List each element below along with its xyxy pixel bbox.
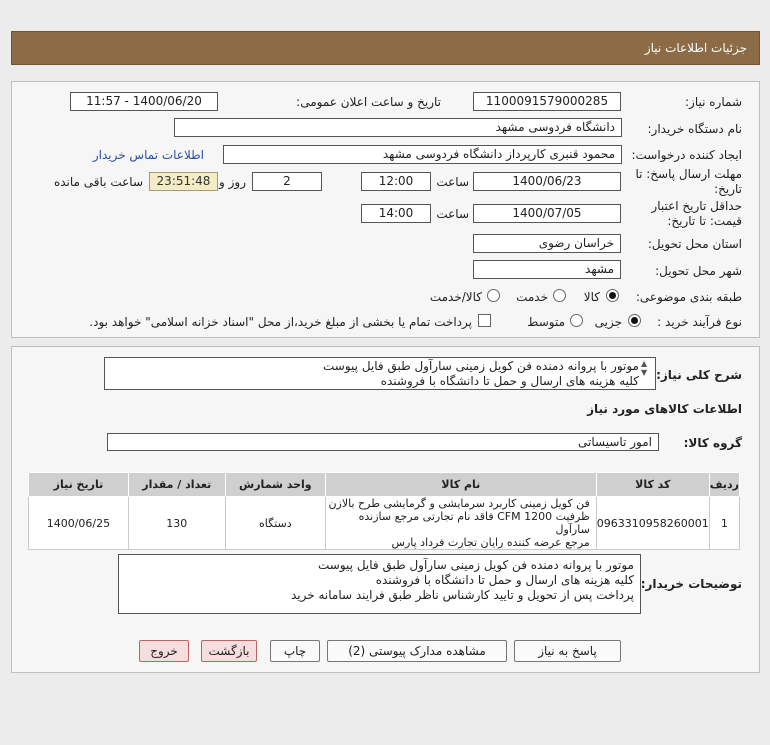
province-field: خراسان رضوی: [473, 234, 621, 253]
cell-qty: 130: [128, 497, 225, 550]
process-label: نوع فرآیند خرید :: [657, 315, 742, 329]
table-row: [29, 497, 740, 550]
category-label: طبقه بندی موضوعی:: [635, 290, 742, 304]
category-option-goods-service: کالا/خدمت: [429, 290, 482, 304]
cell-code: 0963310958260001: [596, 497, 709, 550]
cell-name: [325, 497, 596, 550]
deadline-date-field: 1400/06/23: [473, 172, 621, 191]
page-header: [11, 31, 760, 65]
col-code: کد کالا: [596, 473, 709, 497]
reply-button[interactable]: پاسخ به نیاز: [514, 640, 621, 662]
view-documents-button[interactable]: مشاهده مدارک پیوستی (2): [327, 640, 507, 662]
buyer-notes-label: توضیحات خریدار:: [640, 577, 742, 591]
deadline-label: مهلت ارسال پاسخ: تا تاریخ:: [635, 167, 742, 196]
goods-group-label: گروه کالا:: [683, 436, 742, 450]
city-label: شهر محل تحویل:: [655, 264, 742, 278]
col-row: ردیف: [709, 473, 739, 497]
cell-unit: دستگاه: [225, 497, 325, 550]
city-field: مشهد: [473, 260, 621, 279]
summary-textarea[interactable]: [104, 357, 656, 390]
remaining-time-field: 23:51:48: [149, 172, 218, 191]
treasury-payment-checkbox[interactable]: [478, 314, 491, 327]
summary-line-2: کلیه هزینه های ارسال و حمل تا دانشگاه با فروشنده: [380, 374, 639, 388]
print-button[interactable]: چاپ: [270, 640, 320, 662]
days-field: 2: [252, 172, 322, 191]
col-date: تاریخ نیاز: [29, 473, 129, 497]
province-label: استان محل تحویل:: [647, 237, 742, 251]
cell-name-line-1: فن کویل زمینی کاربرد سرمایشی و گرمایشی طرح بالازن: [328, 497, 590, 510]
buyer-label: نام دستگاه خریدار:: [647, 122, 742, 136]
col-qty: تعداد / مقدار: [128, 473, 225, 497]
process-option-medium: متوسط: [527, 315, 565, 329]
buyer-notes-line-3: پرداخت پس از تحویل و تایید کارشناس ناظر طبق فرایند سامانه خرید: [290, 588, 634, 602]
buyer-notes-textarea[interactable]: [118, 554, 641, 614]
process-radio-minor[interactable]: [628, 314, 641, 327]
goods-table: [28, 472, 740, 550]
goods-info-title: اطلاعات کالاهای مورد نیاز: [587, 402, 742, 416]
days-label: روز و: [219, 175, 246, 189]
contact-buyer-link[interactable]: اطلاعات تماس خریدار: [92, 148, 204, 162]
cell-row: 1: [709, 497, 739, 550]
summary-line-1: موتور با پروانه دمنده فن کویل زمینی سارآول طبق فایل پیوست: [323, 359, 639, 373]
process-option-minor: جزیی: [594, 315, 622, 329]
process-radio-medium[interactable]: [570, 314, 583, 327]
goods-group-field: امور تاسیساتی: [107, 433, 659, 451]
buyer-notes-line-1: موتور با پروانه دمنده فن کویل زمینی سارآول طبق فایل پیوست: [318, 558, 634, 572]
category-option-goods: کالا: [583, 290, 600, 304]
creator-label: ایجاد کننده درخواست:: [631, 148, 742, 162]
category-radio-goods-service[interactable]: [487, 289, 500, 302]
need-number-field: 1100091579000285: [473, 92, 621, 111]
category-radio-service[interactable]: [553, 289, 566, 302]
cell-name-line-2: ظرفیت CFM 1200 فاقد نام تجارتی مرجع سازنده سارآول: [358, 510, 590, 536]
category-radio-goods[interactable]: [606, 289, 619, 302]
deadline-time-field: 12:00: [361, 172, 431, 191]
category-option-service: خدمت: [516, 290, 548, 304]
page-title: جزئیات اطلاعات نیاز: [644, 41, 747, 55]
validity-date-field: 1400/07/05: [473, 204, 621, 223]
cell-name-line-3: مرجع عرضه کننده رایان تجارت فرداد پارس: [391, 536, 590, 549]
back-button[interactable]: بازگشت: [201, 640, 257, 662]
announce-datetime-field: 1400/06/20 - 11:57: [70, 92, 218, 111]
col-unit: واحد شمارش: [225, 473, 325, 497]
scroll-up-icon[interactable]: ▲: [641, 359, 648, 368]
exit-button[interactable]: خروج: [139, 640, 189, 662]
cell-date: 1400/06/25: [29, 497, 129, 550]
validity-time-label: ساعت: [436, 207, 469, 221]
creator-field: محمود قنبری کارپرداز دانشگاه فردوسی مشهد: [223, 145, 622, 164]
scroll-down-icon[interactable]: ▼: [641, 368, 648, 377]
summary-label: شرح کلی نیاز:: [656, 368, 742, 382]
buyer-field: دانشگاه فردوسی مشهد: [174, 118, 622, 137]
col-name: نام کالا: [325, 473, 596, 497]
announce-label: تاریخ و ساعت اعلان عمومی:: [296, 95, 441, 109]
validity-label: حداقل تاریخ اعتبار قیمت: تا تاریخ:: [651, 199, 742, 228]
validity-time-field: 14:00: [361, 204, 431, 223]
remaining-label: ساعت باقی مانده: [53, 175, 143, 189]
buyer-notes-line-2: کلیه هزینه های ارسال و حمل تا دانشگاه با فروشنده: [375, 573, 634, 587]
need-number-label: شماره نیاز:: [685, 95, 742, 109]
payment-note: پرداخت تمام یا بخشی از مبلغ خرید،از محل "اسناد خزانه اسلامی" خواهد بود.: [89, 315, 472, 329]
deadline-time-label: ساعت: [436, 175, 469, 189]
